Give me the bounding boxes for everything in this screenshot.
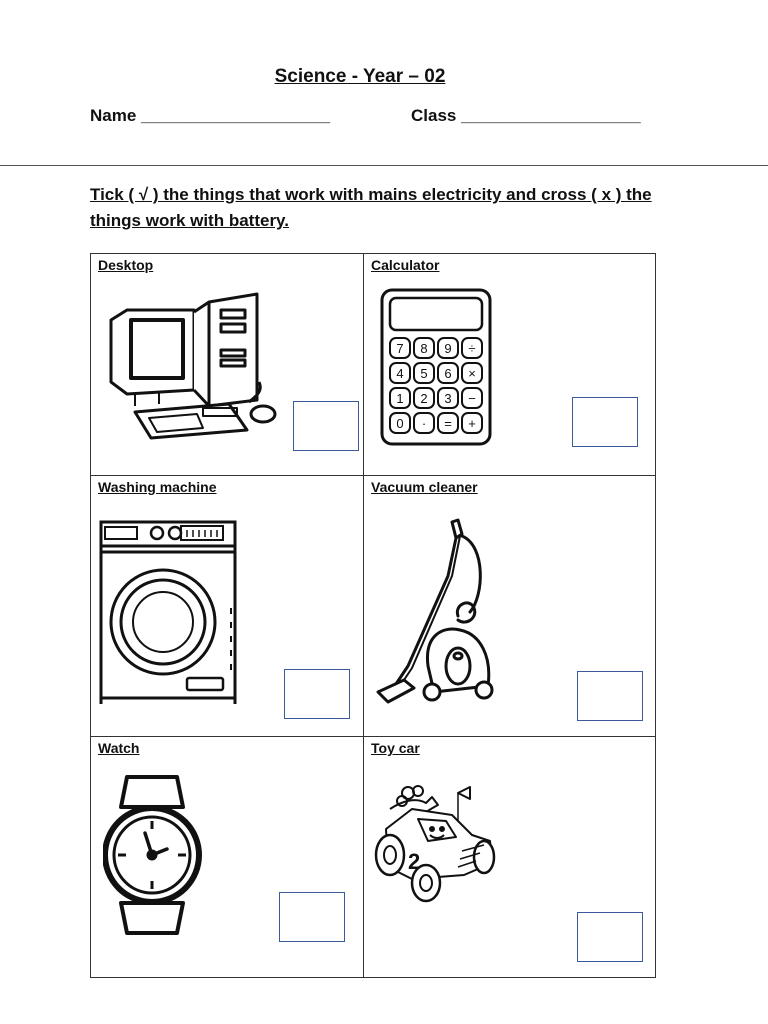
item-label: Washing machine [98, 479, 217, 495]
tick-box[interactable] [279, 892, 345, 942]
washing-machine-icon [99, 518, 239, 704]
tick-box[interactable] [293, 401, 359, 451]
calculator-key-label: + [468, 416, 476, 431]
divider [0, 165, 768, 166]
calculator-key-label: 9 [444, 341, 452, 356]
item-cell-vacuum-cleaner [364, 476, 655, 736]
calculator-key-label: 4 [396, 366, 404, 381]
item-cell-calculator [364, 254, 655, 475]
class-field-line[interactable]: Class ___________________ [411, 106, 641, 125]
car-number: 2 [408, 849, 421, 874]
item-cell-desktop [91, 254, 363, 475]
item-label: Watch [98, 740, 140, 756]
tick-box[interactable] [577, 671, 643, 721]
vacuum-cleaner-icon [374, 516, 504, 716]
tick-box[interactable] [572, 397, 638, 447]
calculator-key-label: 3 [444, 391, 452, 406]
calculator-key-label: 0 [396, 416, 404, 431]
item-label: Calculator [371, 257, 440, 273]
calculator-key-label: · [421, 416, 427, 431]
calculator-key-label: × [468, 366, 476, 381]
toy-car-icon [372, 779, 504, 905]
tick-box[interactable] [577, 912, 643, 962]
calculator-key-label: 7 [396, 341, 404, 356]
calculator-key-label: 5 [420, 366, 428, 381]
item-cell-washing-machine [91, 476, 363, 736]
worksheet-grid [90, 253, 656, 978]
calculator-key-label: − [468, 391, 476, 406]
name-field-line[interactable]: Name ____________________ [90, 106, 331, 125]
calculator-key-label: 1 [396, 391, 404, 406]
calculator-key-label: 8 [420, 341, 428, 356]
page-title: Science - Year – 02 [274, 66, 446, 87]
wrist-watch-icon [103, 773, 203, 937]
item-label: Toy car [371, 740, 420, 756]
calculator-key-label: 6 [444, 366, 452, 381]
calculator-key-label: ÷ [468, 341, 476, 356]
desktop-computer-icon [99, 290, 284, 440]
item-label: Desktop [98, 257, 154, 273]
item-label: Vacuum cleaner [371, 479, 478, 495]
instruction-text: Tick ( √ ) the things that work with mains electricity and cross ( x ) the things work with battery. [90, 185, 652, 230]
calculator-key-label: = [444, 416, 452, 431]
calculator-key-label: 2 [420, 391, 428, 406]
item-cell-toy-car [364, 737, 655, 978]
item-cell-watch [91, 737, 363, 978]
tick-box[interactable] [284, 669, 350, 719]
calculator-icon [378, 288, 494, 448]
